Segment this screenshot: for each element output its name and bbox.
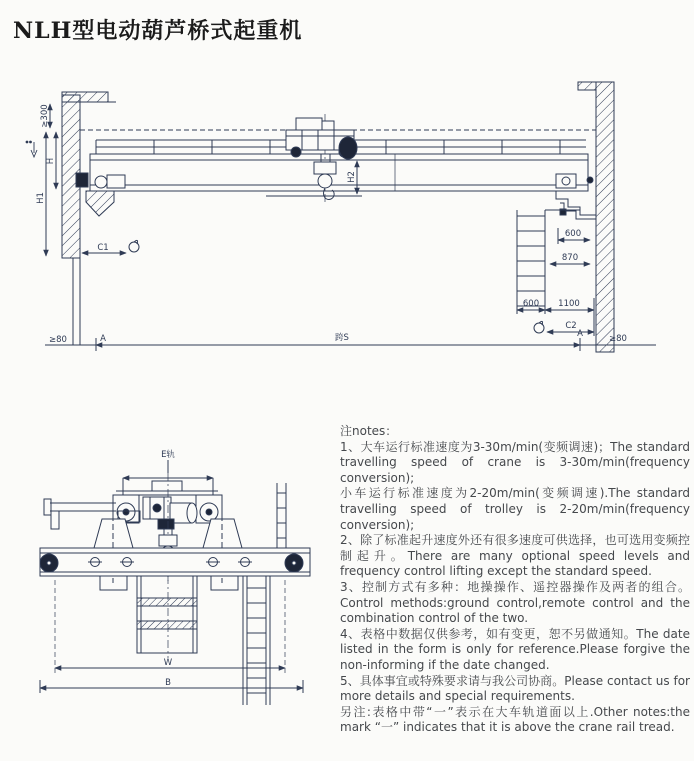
dim-a-left-label: A — [100, 334, 106, 344]
dim-w-label: W — [163, 658, 173, 668]
girder-box-section — [100, 576, 238, 658]
dim-h-label: H — [46, 157, 56, 165]
span-datum-line — [45, 338, 656, 351]
note-item-2: 2、除了标准起升速度外还有很多速度可供选择，也可选用变频控制起升。There are many optional speed levels and frequency control lifting except the standard speed. — [340, 533, 690, 579]
left-end-carriage — [76, 173, 125, 216]
dim-h1-label: H1 — [36, 192, 46, 204]
dim-870-label: 870 — [561, 253, 579, 263]
note-item-1: 1、大车运行标准速度为3-30m/min(变频调速)；The standard travelling speed of crane is 3-30m/min(frequency conversion); — [340, 439, 690, 485]
dim-600-upper-label: 600 — [564, 229, 582, 239]
notes-heading: 注notes： — [340, 424, 398, 438]
note-item-5: 5、具体事宜或特殊要求请与我公司协商。Please contact us for more details and special requirements. — [340, 673, 690, 704]
right-wall — [578, 82, 614, 352]
access-ladder — [243, 576, 270, 705]
dim-span-label: 跨S — [335, 333, 349, 343]
notes-section — [340, 424, 690, 736]
dim-600-lower-label: 600 — [522, 299, 540, 309]
dim-h2-label: H2 — [347, 171, 357, 183]
page-title: NLH型电动葫芦桥式起重机 — [13, 18, 303, 44]
dim-c1-label: C1 — [97, 243, 109, 253]
dim-c2-label: C2 — [565, 321, 577, 331]
note-item-4: 4、表格中数据仅供参考，如有变更，恕不另做通知。The date listed in the form is only for reference.Please forgive the non-informing if the date changed. — [340, 626, 690, 672]
dim-1100-label: 1100 — [558, 299, 580, 309]
girder-cross-beam — [40, 548, 310, 576]
note-item-3: 3、控制方式有多种：地操操作、遥控器操作及两者的组合。Control methods:ground control,remote control and the combination control of the two. — [340, 579, 690, 626]
dim-b-label: B — [165, 678, 171, 688]
width-dimensions — [40, 580, 303, 693]
trolley-end-view-drawing — [0, 415, 340, 761]
dim-gauge-label: E轨 — [161, 450, 175, 460]
right-end-carriage — [556, 174, 596, 219]
dim-gap-left-label: ≥80 — [49, 335, 67, 345]
dim-clearance-top-label: ≥300 — [40, 104, 50, 128]
dim-gap-right-label: ≥80 — [609, 334, 627, 344]
dim-a-right-label: A — [577, 329, 583, 339]
note-item-other: 另注:表格中带“一”表示在大车轨道面以上.Other notes:the mark “一” indicates that it is above the crane rail tread. — [340, 704, 690, 735]
note-item-1b: 小车运行标准速度为2-20m/min(变频调速).The standard travelling speed of trolley is 2-20m/min(frequency conversion); — [340, 486, 690, 532]
crane-front-elevation-drawing — [0, 70, 694, 370]
right-railing-post — [277, 483, 286, 548]
